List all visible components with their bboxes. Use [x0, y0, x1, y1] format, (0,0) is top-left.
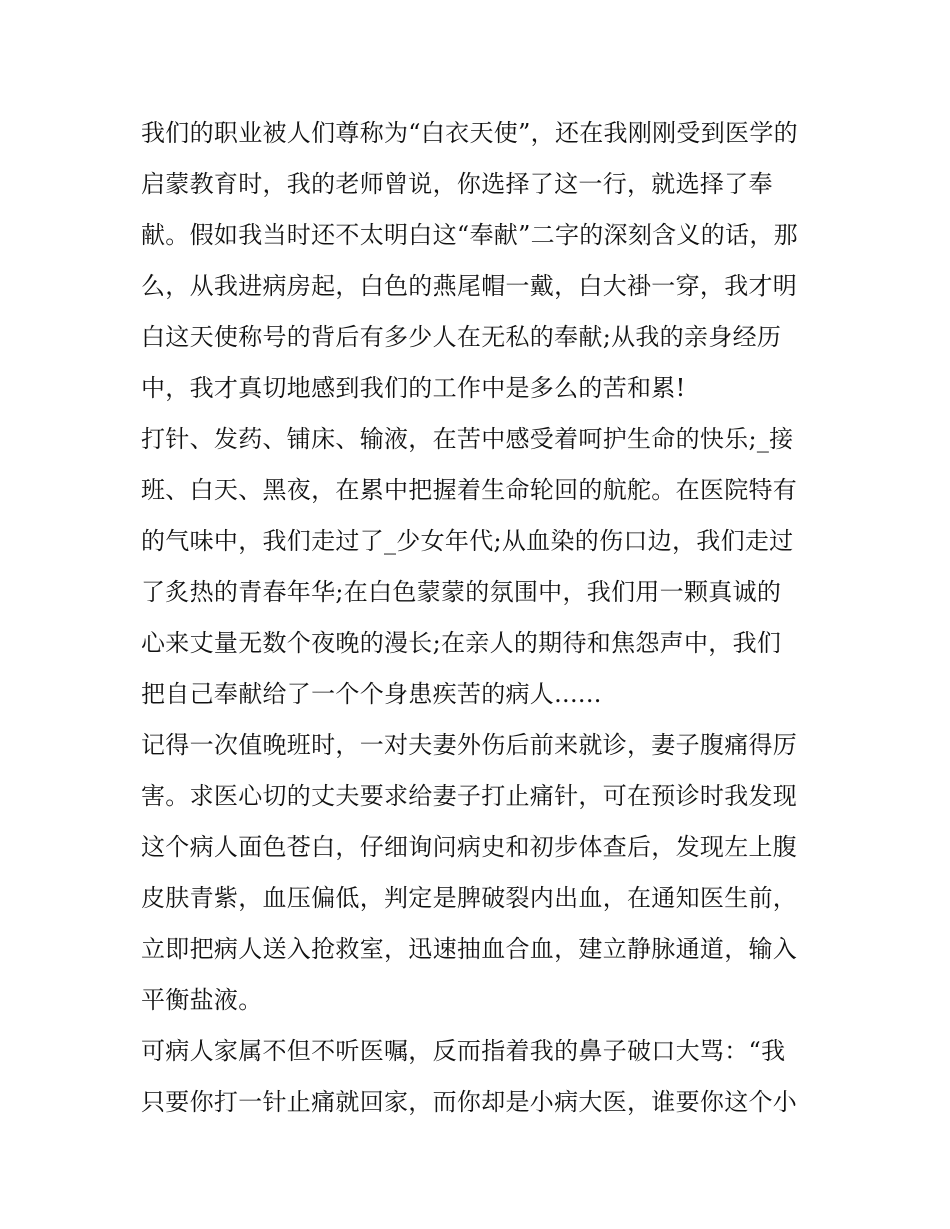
document-body: [141, 108, 816, 1128]
text-line: 启蒙教育时，我的老师曾说，你选择了这一行，就选择了奉: [141, 170, 773, 198]
text-line: 只要你打一针止痛就回家，而你却是小病大医，谁要你这个小: [141, 1088, 798, 1116]
text-line: 么，从我进病房起，白色的燕尾帽一戴，白大褂一穿，我才明: [141, 272, 798, 300]
text-line: 班、白天、黑夜，在累中把握着生命轮回的航舵。在医院特有: [141, 476, 798, 504]
text-line: 这个病人面色苍白，仔细询问病史和初步体查后，发现左上腹: [141, 833, 798, 861]
text-line: 记得一次值晚班时，一对夫妻外伤后前来就诊，妻子腹痛得厉: [141, 731, 798, 759]
text-line: 了炙热的青春年华;在白色蒙蒙的氛围中，我们用一颗真诚的: [141, 578, 782, 606]
text-line: 平衡盐液。: [141, 986, 263, 1014]
text-line: 皮肤青紫，血压偏低，判定是脾破裂内出血，在通知医生前，: [141, 884, 798, 912]
text-line: 心来丈量无数个夜晚的漫长;在亲人的期待和焦怨声中，我们: [141, 629, 782, 657]
text-line: 我们的职业被人们尊称为“白衣天使”，还在我刚刚受到医学的: [141, 119, 798, 147]
text-line: 把自己奉献给了一个个身患疾苦的病人......: [141, 680, 602, 708]
text-line: 立即把病人送入抢救室，迅速抽血合血，建立静脉通道，输入: [141, 935, 798, 963]
text-line: 打针、发药、铺床、输液，在苦中感受着呵护生命的快乐;_接: [141, 425, 794, 453]
text-line: 中，我才真切地感到我们的工作中是多么的苦和累!: [141, 374, 686, 402]
text-line: 的气味中，我们走过了_少女年代;从血染的伤口边，我们走过: [141, 527, 794, 555]
text-line: 献。假如我当时还不太明白这“奉献”二字的深刻含义的话，那: [141, 221, 798, 249]
text-line: 可病人家属不但不听医嘱，反而指着我的鼻子破口大骂：“我: [141, 1037, 786, 1065]
text-line: 白这天使称号的背后有多少人在无私的奉献;从我的亲身经历: [141, 323, 782, 351]
text-line: 害。求医心切的丈夫要求给妻子打止痛针，可在预诊时我发现: [141, 782, 798, 810]
